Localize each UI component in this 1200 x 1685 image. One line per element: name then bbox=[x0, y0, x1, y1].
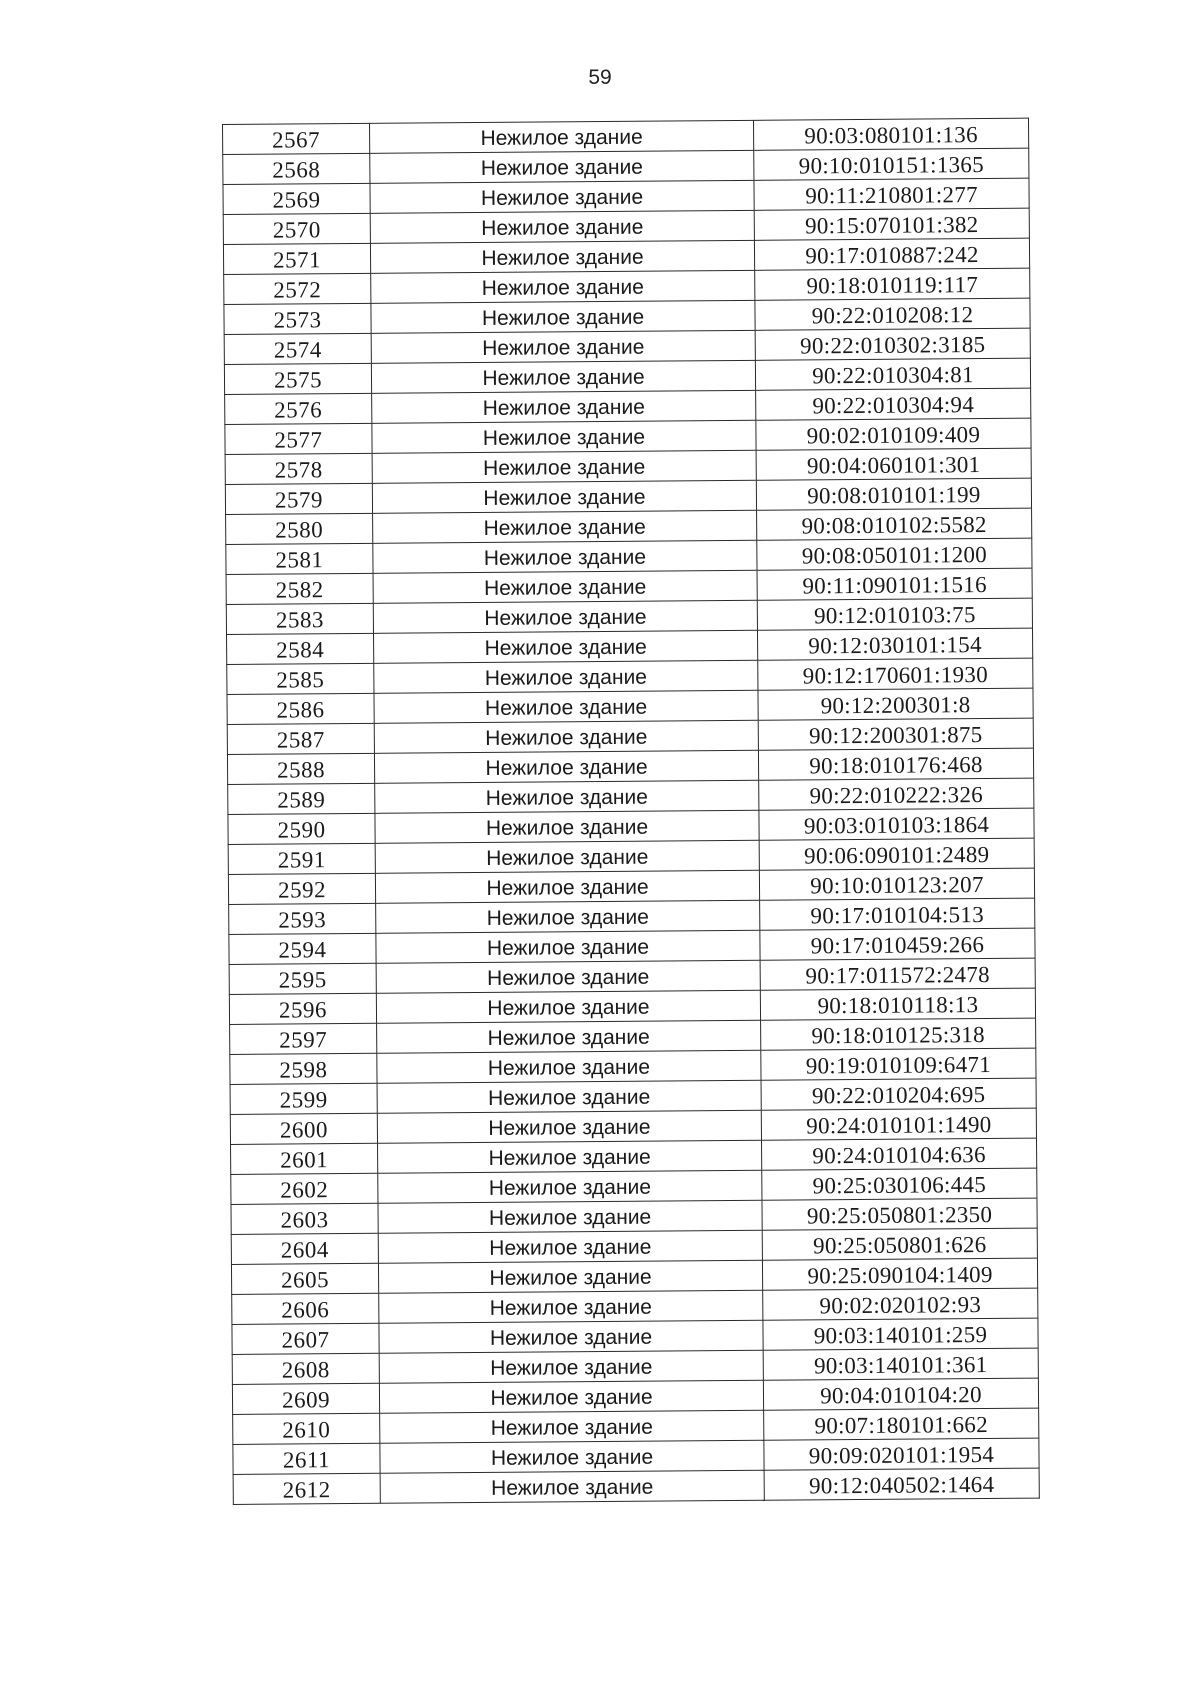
object-type-cell: Нежилое здание bbox=[372, 390, 756, 423]
object-type-cell: Нежилое здание bbox=[370, 180, 754, 213]
row-number-cell: 2598 bbox=[230, 1053, 377, 1084]
object-type-cell: Нежилое здание bbox=[375, 810, 759, 843]
object-type-cell: Нежилое здание bbox=[373, 570, 757, 603]
object-type-cell: Нежилое здание bbox=[380, 1470, 764, 1503]
object-type-cell: Нежилое здание bbox=[379, 1350, 763, 1383]
object-type-cell: Нежилое здание bbox=[369, 120, 753, 153]
row-number-cell: 2584 bbox=[227, 633, 374, 664]
row-number-cell: 2567 bbox=[223, 123, 370, 154]
cadastral-number-cell: 90:18:010119:117 bbox=[755, 268, 1030, 300]
object-type-cell: Нежилое здание bbox=[374, 660, 758, 693]
cadastral-number-cell: 90:02:010109:409 bbox=[756, 418, 1031, 450]
row-number-cell: 2580 bbox=[226, 513, 373, 544]
cadastral-number-cell: 90:19:010109:6471 bbox=[761, 1048, 1036, 1080]
object-type-cell: Нежилое здание bbox=[378, 1260, 762, 1293]
object-type-cell: Нежилое здание bbox=[372, 420, 756, 453]
object-type-cell: Нежилое здание bbox=[375, 840, 759, 873]
row-number-cell: 2575 bbox=[224, 363, 371, 394]
row-number-cell: 2607 bbox=[232, 1323, 379, 1354]
row-number-cell: 2582 bbox=[226, 573, 373, 604]
cadastral-number-cell: 90:10:010151:1365 bbox=[754, 148, 1029, 180]
row-number-cell: 2579 bbox=[225, 483, 372, 514]
object-type-cell: Нежилое здание bbox=[377, 1050, 761, 1083]
object-type-cell: Нежилое здание bbox=[372, 450, 756, 483]
row-number-cell: 2590 bbox=[228, 813, 375, 844]
row-number-cell: 2572 bbox=[224, 273, 371, 304]
cadastral-number-cell: 90:11:210801:277 bbox=[754, 178, 1029, 210]
row-number-cell: 2571 bbox=[223, 243, 370, 274]
object-type-cell: Нежилое здание bbox=[370, 240, 754, 273]
row-number-cell: 2612 bbox=[233, 1473, 380, 1504]
cadastral-number-cell: 90:18:010125:318 bbox=[761, 1018, 1036, 1050]
object-type-cell: Нежилое здание bbox=[373, 600, 757, 633]
cadastral-number-cell: 90:25:050801:2350 bbox=[762, 1198, 1037, 1230]
row-number-cell: 2610 bbox=[233, 1413, 380, 1444]
cadastral-number-cell: 90:12:010103:75 bbox=[757, 598, 1032, 630]
cadastral-number-cell: 90:12:030101:154 bbox=[757, 628, 1032, 660]
object-type-cell: Нежилое здание bbox=[376, 990, 760, 1023]
object-type-cell: Нежилое здание bbox=[379, 1320, 763, 1353]
row-number-cell: 2578 bbox=[225, 453, 372, 484]
cadastral-number-cell: 90:18:010176:468 bbox=[758, 748, 1033, 780]
row-number-cell: 2597 bbox=[230, 1023, 377, 1054]
cadastral-number-cell: 90:18:010118:13 bbox=[760, 988, 1035, 1020]
table-row bbox=[233, 1468, 1039, 1504]
object-type-cell: Нежилое здание bbox=[376, 960, 760, 993]
object-type-cell: Нежилое здание bbox=[374, 750, 758, 783]
object-type-cell: Нежилое здание bbox=[370, 210, 754, 243]
cadastral-number-cell: 90:25:050801:626 bbox=[762, 1228, 1037, 1260]
cadastral-number-cell: 90:22:010208:12 bbox=[755, 298, 1030, 330]
cadastral-number-cell: 90:22:010304:81 bbox=[755, 358, 1030, 390]
cadastral-number-cell: 90:17:010104:513 bbox=[760, 898, 1035, 930]
row-number-cell: 2568 bbox=[223, 153, 370, 184]
cadastral-number-cell: 90:12:200301:875 bbox=[758, 718, 1033, 750]
object-type-cell: Нежилое здание bbox=[376, 930, 760, 963]
row-number-cell: 2581 bbox=[226, 543, 373, 574]
cadastral-number-cell: 90:24:010104:636 bbox=[761, 1138, 1036, 1170]
row-number-cell: 2595 bbox=[229, 963, 376, 994]
object-type-cell: Нежилое здание bbox=[372, 480, 756, 513]
page-number: 59 bbox=[588, 66, 612, 89]
property-registry-table bbox=[222, 118, 1040, 1505]
row-number-cell: 2608 bbox=[232, 1353, 379, 1384]
cadastral-number-cell: 90:24:010101:1490 bbox=[761, 1108, 1036, 1140]
row-number-cell: 2570 bbox=[223, 213, 370, 244]
row-number-cell: 2583 bbox=[226, 603, 373, 634]
cadastral-number-cell: 90:04:060101:301 bbox=[756, 448, 1031, 480]
cadastral-number-cell: 90:17:011572:2478 bbox=[760, 958, 1035, 990]
cadastral-number-cell: 90:11:090101:1516 bbox=[757, 568, 1032, 600]
row-number-cell: 2611 bbox=[233, 1443, 380, 1474]
object-type-cell: Нежилое здание bbox=[373, 510, 757, 543]
cadastral-number-cell: 90:10:010123:207 bbox=[759, 868, 1034, 900]
object-type-cell: Нежилое здание bbox=[370, 150, 754, 183]
object-type-cell: Нежилое здание bbox=[371, 330, 755, 363]
cadastral-number-cell: 90:17:010459:266 bbox=[760, 928, 1035, 960]
row-number-cell: 2577 bbox=[225, 423, 372, 454]
object-type-cell: Нежилое здание bbox=[374, 630, 758, 663]
cadastral-number-cell: 90:08:010101:199 bbox=[756, 478, 1031, 510]
cadastral-number-cell: 90:02:020102:93 bbox=[763, 1288, 1038, 1320]
object-type-cell: Нежилое здание bbox=[379, 1380, 763, 1413]
row-number-cell: 2600 bbox=[230, 1113, 377, 1144]
row-number-cell: 2576 bbox=[225, 393, 372, 424]
row-number-cell: 2609 bbox=[232, 1383, 379, 1414]
object-type-cell: Нежилое здание bbox=[379, 1290, 763, 1323]
cadastral-number-cell: 90:17:010887:242 bbox=[754, 238, 1029, 270]
row-number-cell: 2593 bbox=[229, 903, 376, 934]
object-type-cell: Нежилое здание bbox=[378, 1170, 762, 1203]
object-type-cell: Нежилое здание bbox=[371, 300, 755, 333]
row-number-cell: 2604 bbox=[231, 1233, 378, 1264]
object-type-cell: Нежилое здание bbox=[374, 690, 758, 723]
cadastral-number-cell: 90:12:170601:1930 bbox=[758, 658, 1033, 690]
object-type-cell: Нежилое здание bbox=[378, 1230, 762, 1263]
object-type-cell: Нежилое здание bbox=[377, 1080, 761, 1113]
row-number-cell: 2602 bbox=[231, 1173, 378, 1204]
row-number-cell: 2588 bbox=[227, 753, 374, 784]
object-type-cell: Нежилое здание bbox=[376, 900, 760, 933]
cadastral-number-cell: 90:22:010222:326 bbox=[759, 778, 1034, 810]
object-type-cell: Нежилое здание bbox=[380, 1410, 764, 1443]
row-number-cell: 2601 bbox=[231, 1143, 378, 1174]
row-number-cell: 2585 bbox=[227, 663, 374, 694]
row-number-cell: 2606 bbox=[232, 1293, 379, 1324]
object-type-cell: Нежилое здание bbox=[378, 1140, 762, 1173]
object-type-cell: Нежилое здание bbox=[373, 540, 757, 573]
object-type-cell: Нежилое здание bbox=[375, 780, 759, 813]
cadastral-number-cell: 90:03:080101:136 bbox=[753, 118, 1028, 150]
cadastral-number-cell: 90:06:090101:2489 bbox=[759, 838, 1034, 870]
row-number-cell: 2592 bbox=[228, 873, 375, 904]
cadastral-number-cell: 90:12:040502:1464 bbox=[764, 1468, 1039, 1500]
cadastral-number-cell: 90:03:010103:1864 bbox=[759, 808, 1034, 840]
row-number-cell: 2573 bbox=[224, 303, 371, 334]
row-number-cell: 2599 bbox=[230, 1083, 377, 1114]
cadastral-number-cell: 90:03:140101:259 bbox=[763, 1318, 1038, 1350]
cadastral-number-cell: 90:08:050101:1200 bbox=[757, 538, 1032, 570]
object-type-cell: Нежилое здание bbox=[378, 1200, 762, 1233]
cadastral-number-cell: 90:07:180101:662 bbox=[764, 1408, 1039, 1440]
row-number-cell: 2605 bbox=[231, 1263, 378, 1294]
object-type-cell: Нежилое здание bbox=[377, 1020, 761, 1053]
cadastral-number-cell: 90:22:010302:3185 bbox=[755, 328, 1030, 360]
object-type-cell: Нежилое здание bbox=[374, 720, 758, 753]
cadastral-number-cell: 90:22:010304:94 bbox=[756, 388, 1031, 420]
row-number-cell: 2589 bbox=[228, 783, 375, 814]
row-number-cell: 2586 bbox=[227, 693, 374, 724]
row-number-cell: 2569 bbox=[223, 183, 370, 214]
cadastral-number-cell: 90:12:200301:8 bbox=[758, 688, 1033, 720]
cadastral-number-cell: 90:09:020101:1954 bbox=[764, 1438, 1039, 1470]
cadastral-number-cell: 90:15:070101:382 bbox=[754, 208, 1029, 240]
object-type-cell: Нежилое здание bbox=[375, 870, 759, 903]
cadastral-number-cell: 90:03:140101:361 bbox=[763, 1348, 1038, 1380]
cadastral-number-cell: 90:04:010104:20 bbox=[763, 1378, 1038, 1410]
cadastral-number-cell: 90:08:010102:5582 bbox=[757, 508, 1032, 540]
row-number-cell: 2574 bbox=[224, 333, 371, 364]
object-type-cell: Нежилое здание bbox=[371, 270, 755, 303]
row-number-cell: 2591 bbox=[228, 843, 375, 874]
cadastral-number-cell: 90:25:030106:445 bbox=[762, 1168, 1037, 1200]
registry-table-body bbox=[223, 118, 1040, 1504]
row-number-cell: 2603 bbox=[231, 1203, 378, 1234]
cadastral-number-cell: 90:25:090104:1409 bbox=[762, 1258, 1037, 1290]
row-number-cell: 2587 bbox=[227, 723, 374, 754]
object-type-cell: Нежилое здание bbox=[377, 1110, 761, 1143]
row-number-cell: 2594 bbox=[229, 933, 376, 964]
row-number-cell: 2596 bbox=[229, 993, 376, 1024]
object-type-cell: Нежилое здание bbox=[371, 360, 755, 393]
object-type-cell: Нежилое здание bbox=[380, 1440, 764, 1473]
cadastral-number-cell: 90:22:010204:695 bbox=[761, 1078, 1036, 1110]
